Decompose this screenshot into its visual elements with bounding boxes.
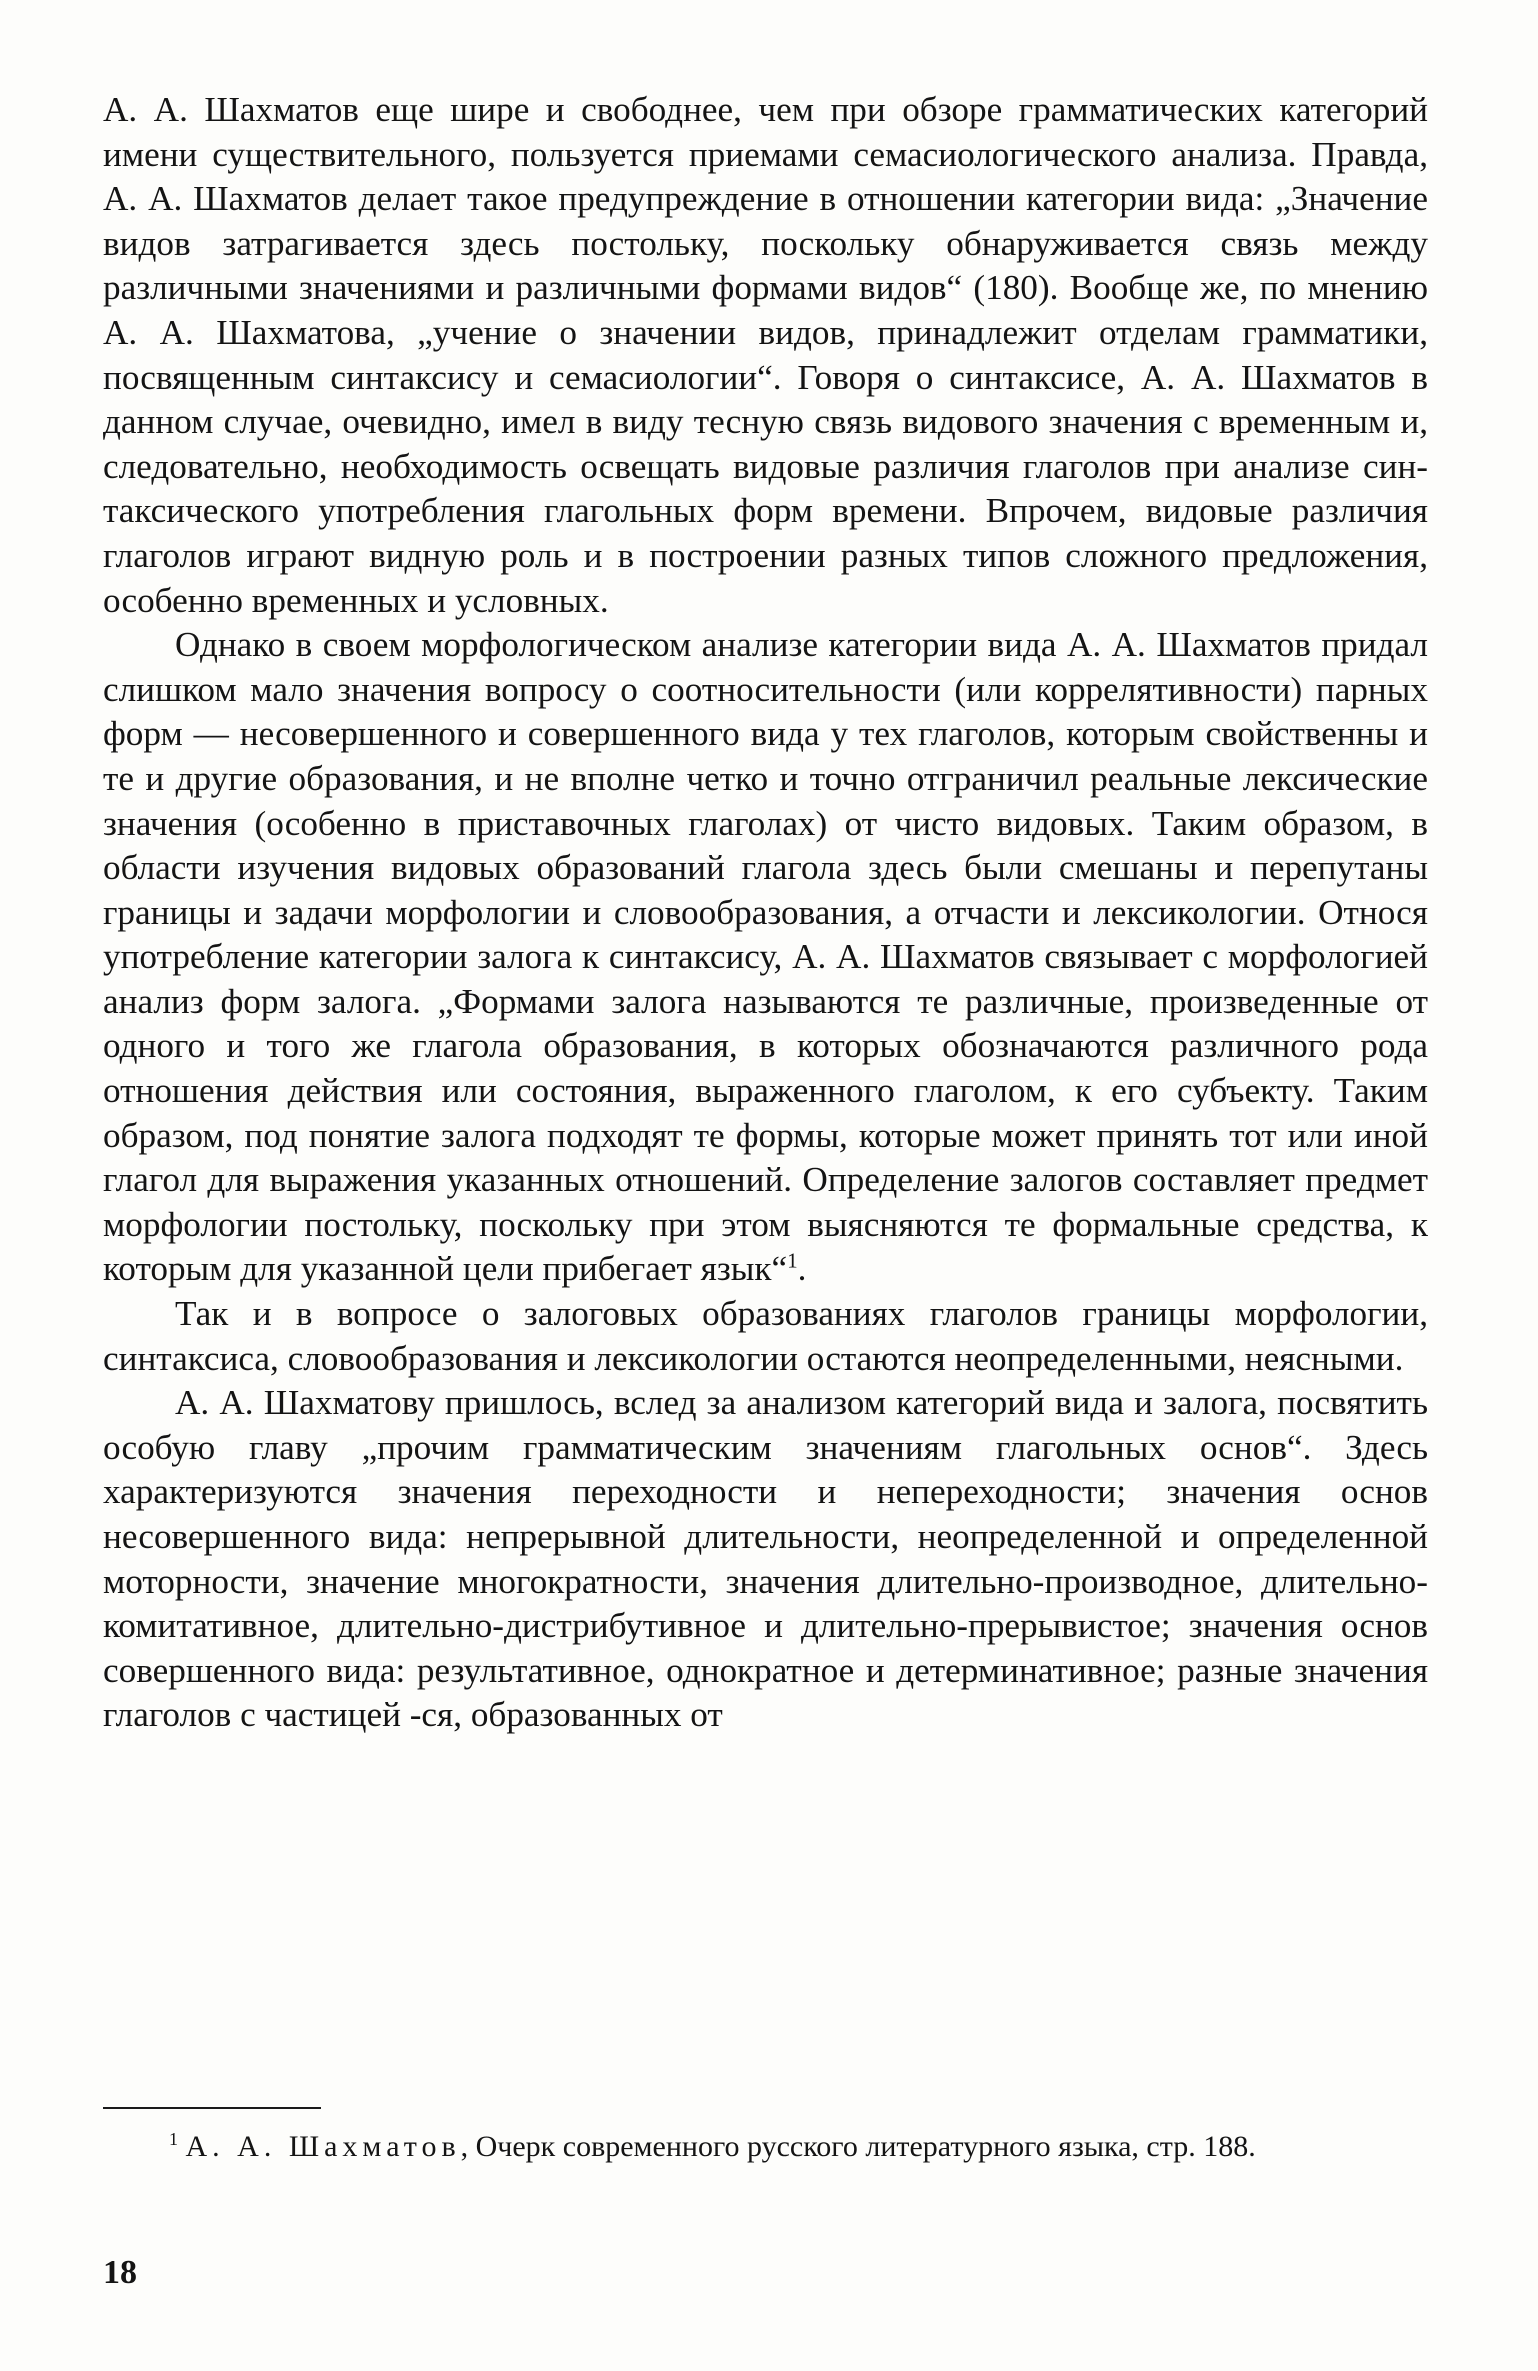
paragraph-3-text: Так и в вопросе о залоговых образованиях глаголов границы морфологии, синтаксиса, словообразования и лексикологии остаются неопределенными, неясными. <box>103 1294 1428 1378</box>
footnote-author: А. А. Шахматов <box>185 2130 461 2163</box>
footnote-text: , Очерк современного русского литературного языка, стр. 188. <box>460 2130 1256 2163</box>
paragraph-1 <box>103 88 1428 623</box>
paragraph-2 <box>103 623 1428 1292</box>
footnote-divider <box>103 2107 321 2109</box>
paragraph-4-text: А. А. Шахматову пришлось, вслед за анализом категорий вида и залога, посвятить особую главу „прочим грамматическим значениям глагольных основ“. Здесь характеризуются значения переходности и непереходности; значения основ несовершенного вида: непрерывной длительности, неопределенной и определенной моторности, значение многократности, значения длительно-производное, длительно-комитативное, длительно-дистрибутивное и длительно-прерывистое; значения основ совершенного вида: результативное, однократное и детерминативное; разные значения глаголов с частицей -ся, образованных от <box>103 1383 1428 1735</box>
paragraph-1-text: А. А. Шахматов еще шире и свободнее, чем при обзоре грамматических категорий имени существительного, пользуется приемами семасиологического анализа. Правда, А. А. Шахматов делает такое предупреждение в отношении категории вида: „Значение видов затрагивается здесь постольку, поскольку обнаруживается связь между различными значениями и различными формами видов“ (180). Вообще же, по мнению А. А. Шахматова, „учение о значении видов, принадлежит отделам грамматики, посвященным синтаксису и семасиологии“. Говоря о синтаксисе, А. А. Шахматов в данном случае, очевидно, имел в виду тесную связь видового значения с временным и, следовательно, необходимость освещать видовые различия глаголов при анализе синтаксического употребления глагольных форм времени. Впрочем, видовые различия глаголов играют видную роль и в построении разных типов сложного предложения, особенно временных и условных. <box>103 90 1428 620</box>
paragraph-2-tail: . <box>797 1249 807 1289</box>
paragraph-4 <box>103 1381 1428 1738</box>
page-number: 18 <box>103 2254 137 2291</box>
paragraph-2-text: Однако в своем морфологическом анализе категории вида А. А. Шахматов придал слишком мало значения вопросу о соотносительности (или коррелятивности) парных форм — несовершенного и совершенного вида у тех глаголов, которым свойственны и те и другие образования, и не вполне четко и точно отграничил реальные лексические значения (особенно в приставочных глаголах) от чисто видовых. Таким образом, в области изучения видовых образований глагола здесь были смешаны и перепутаны границы и задачи морфологии и словообразования, а отчасти и лексикологии. Относя употребление категории залога к синтаксису, А. А. Шахматов связывает с морфологией анализ форм залога. „Формами залога называются те различные, произведенные от одного и того же глагола образования, в которых обозначаются различного рода отношения действия или состояния, выраженного глаголом, к его субъекту. Таким образом, под понятие залога подходят те формы, которые может принять тот или иной глагол для выражения указанных отношений. Определение залогов составляет предмет морфологии постольку, поскольку при этом выясняются те формальные средства, к которым для указанной цели прибегает язык“ <box>103 625 1428 1289</box>
paragraph-3 <box>103 1292 1428 1381</box>
main-text <box>103 88 1428 1738</box>
footnote-marker: 1 <box>169 2129 178 2149</box>
footnote-reference: 1 <box>787 1248 798 1273</box>
footnote <box>103 2128 1428 2166</box>
